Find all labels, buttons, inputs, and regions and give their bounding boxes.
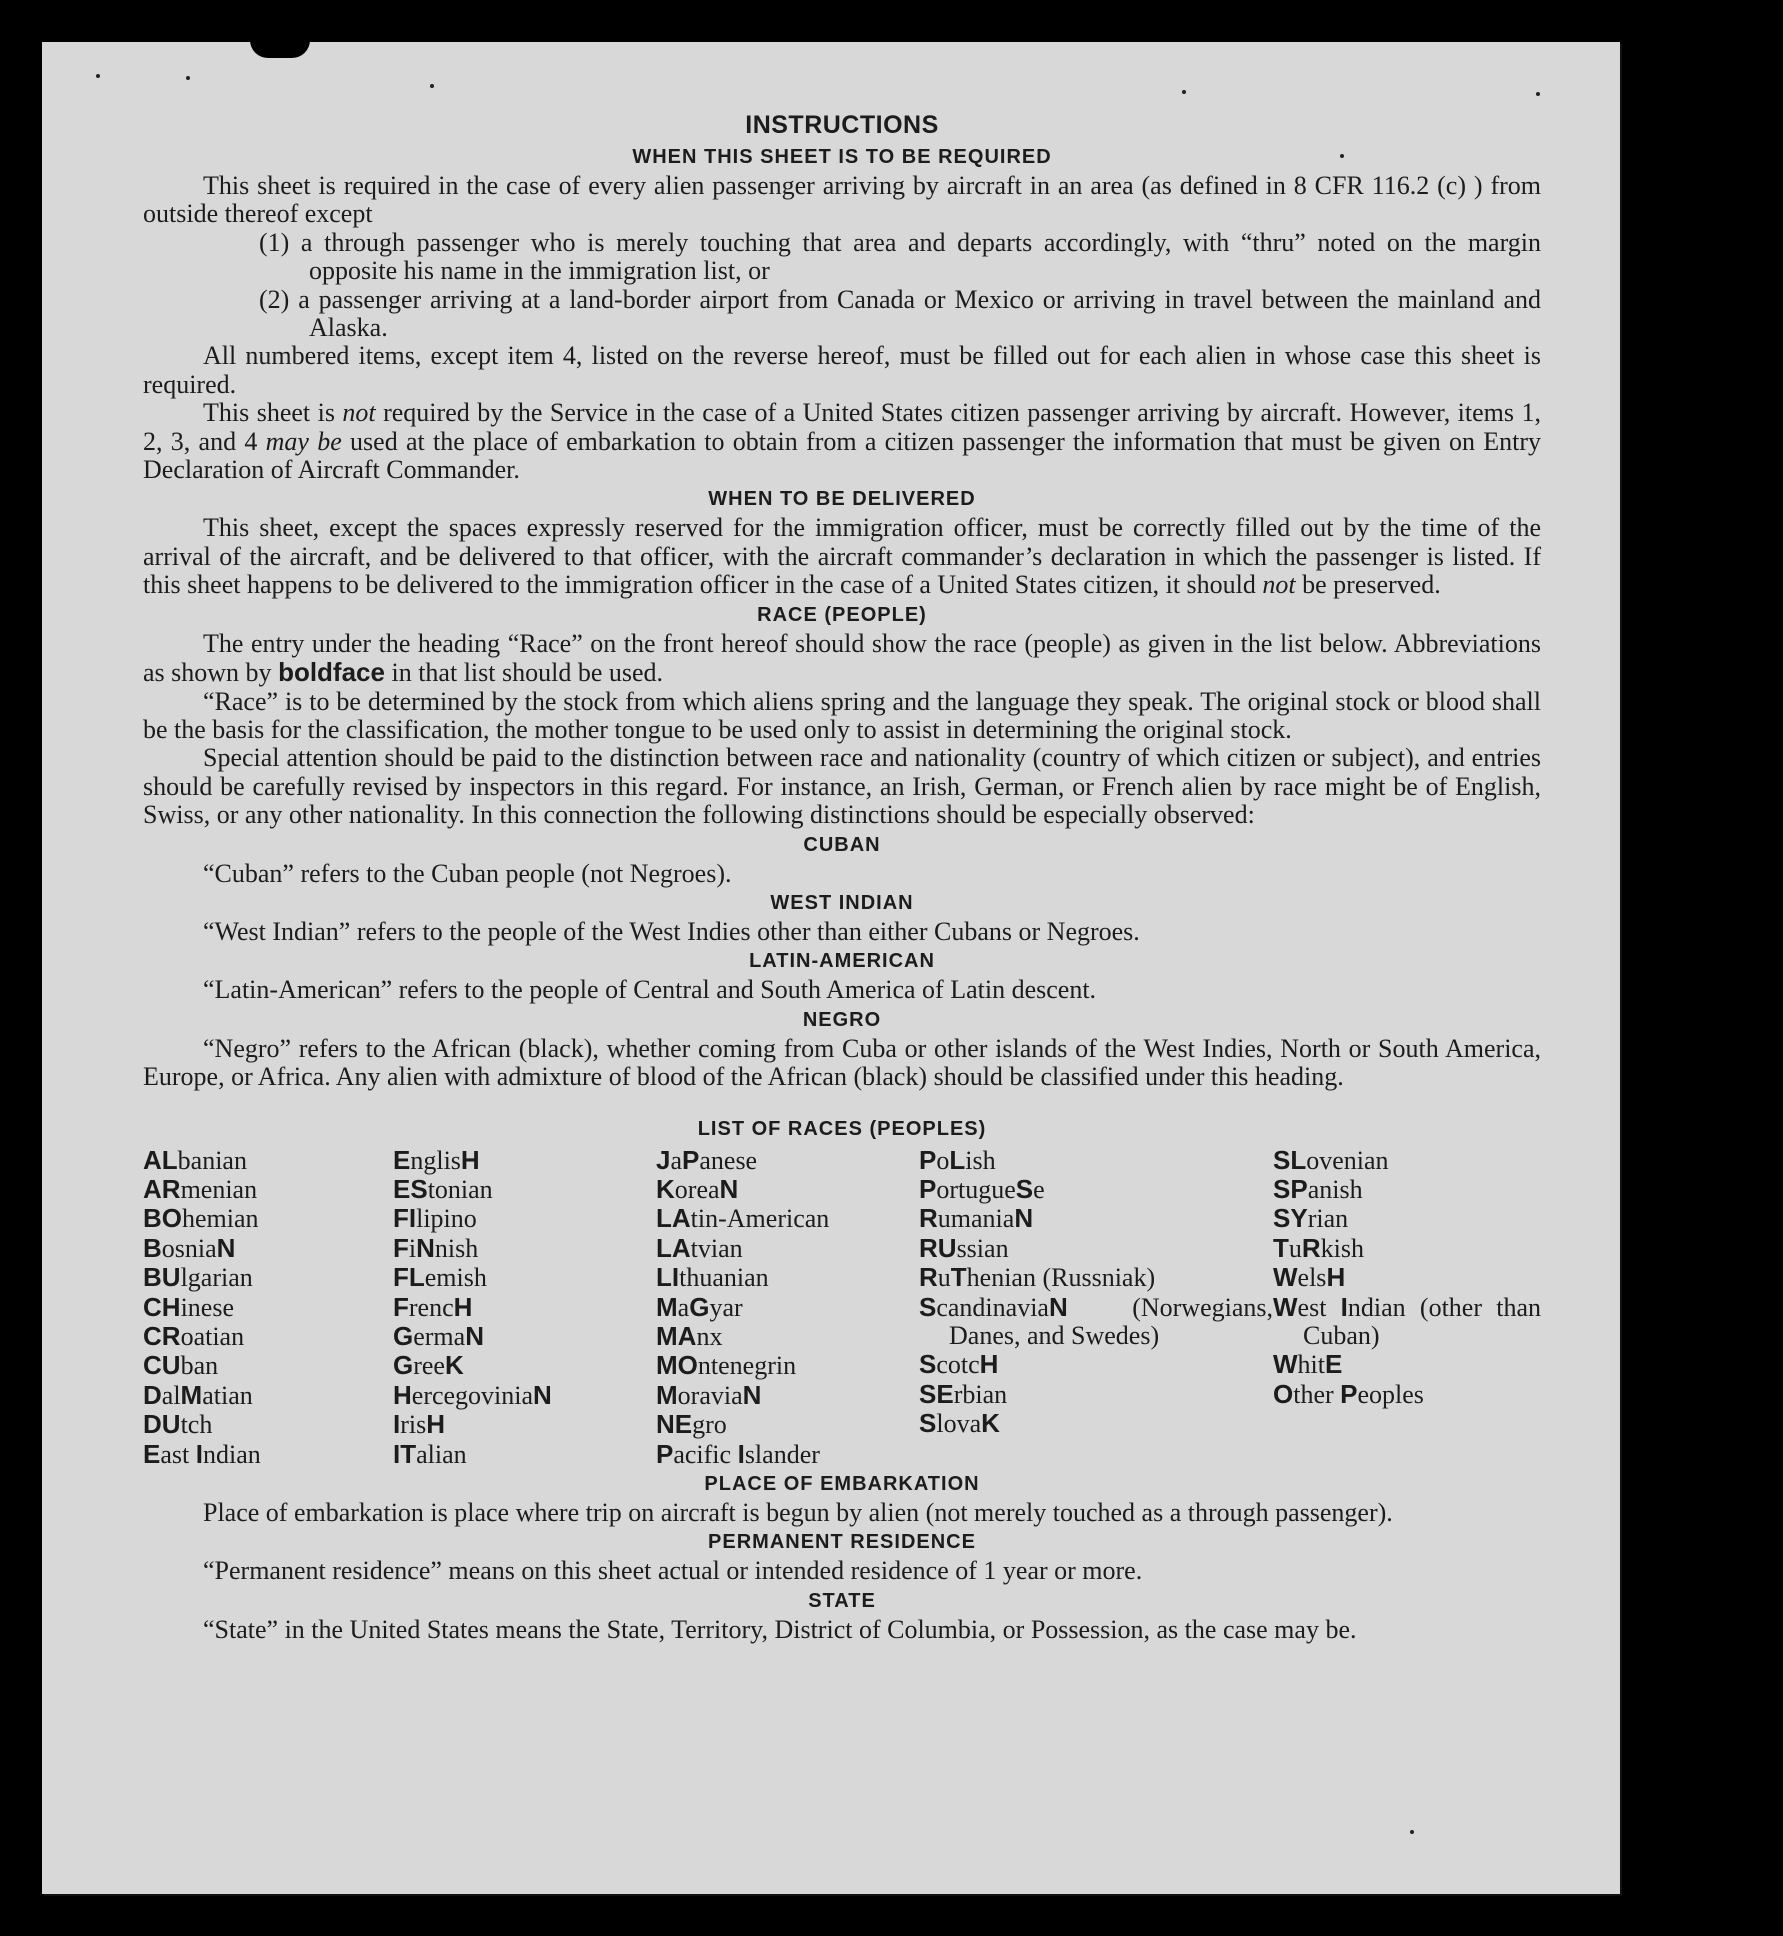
race-entry: LAtvian (656, 1232, 743, 1263)
heading-list-of-races: LIST OF RACES (PEOPLES) (697, 1117, 987, 1140)
paragraph-state: “State” in the United States means the State, Territory, District of Columbia, or Possession, as the case may be. (203, 1614, 1357, 1644)
scan-speck (186, 76, 190, 80)
race-entry: TuRkish (1273, 1232, 1365, 1263)
races-column (656, 1146, 919, 1469)
italic-run: not (1262, 570, 1296, 600)
race-entry: ScotcH (919, 1349, 999, 1380)
race-entry: BUlgarian (143, 1262, 253, 1293)
race-entry: BosniaN (143, 1232, 236, 1263)
heading-when-delivered: WHEN TO BE DELIVERED (708, 488, 976, 511)
text-run: The entry under the heading “Race” on the front hereof should show the race (people) as given in the list below. Abbreviations as shown by (143, 628, 1541, 688)
paragraph-cuban: “Cuban” refers to the Cuban people (not Negroes). (203, 858, 732, 888)
race-entry: NEgro (656, 1409, 727, 1440)
race-entry: CUban (143, 1350, 219, 1381)
races-column (143, 1146, 393, 1469)
race-entry: GreeK (393, 1350, 464, 1381)
race-entry: ScandinaviaN (Norwegians, Danes, and Swedes) (919, 1291, 1273, 1350)
races-column (919, 1146, 1273, 1469)
paragraph-citizen (143, 399, 1541, 484)
race-entry: RUssian (919, 1232, 1009, 1263)
race-entry: GermaN (393, 1321, 484, 1351)
paragraph-race-nationality: Special attention should be paid to the distinction between race and nationality (country of which citizen or subject), and entries should be carefully revised by inspectors in this regard. For instance, an Irish, German, or French alien by race might be of English, Swiss, or any other nationality. In this connection the following distinctions should be especially observed: (143, 743, 1541, 830)
race-entry: LAtin-American (656, 1203, 830, 1234)
race-entry: SPanish (1273, 1173, 1363, 1204)
paragraph-latin-american: “Latin-American” refers to the people of Central and South America of Latin descent. (203, 975, 1097, 1005)
paragraph-race-stock: “Race” is to be determined by the stock from which aliens spring and the language they speak. The original stock or blood shall be the basis for the classification, the mother tongue to be used only to assist in determining the original stock. (143, 686, 1541, 744)
text-run: be preserved. (1295, 570, 1441, 600)
race-entry: ARmenian (143, 1173, 258, 1204)
paragraph-negro: “Negro” refers to the African (black), whether coming from Cuba or other islands of the West Indies, North or South America, Europe, or Africa. Any alien with admixture of blood of the African (black) should be classified under this heading. (143, 1033, 1541, 1092)
paragraph-permanent-residence: “Permanent residence” means on this sheet actual or intended residence of 1 year or more. (203, 1556, 1143, 1586)
paragraph-race-entry (143, 630, 1541, 688)
race-entry: KoreaN (656, 1173, 739, 1204)
heading-negro: NEGRO (802, 1008, 882, 1031)
race-entry: EStonian (393, 1173, 493, 1204)
heading-cuban: CUBAN (803, 833, 881, 856)
race-entry: West Indian (other than Cuban) (1273, 1291, 1541, 1350)
paragraph-delivery (143, 514, 1541, 599)
heading-when-required: WHEN THIS SHEET IS TO BE REQUIRED (632, 146, 1052, 168)
italic-run: may be (265, 426, 342, 456)
race-entry: Other Peoples (1273, 1378, 1424, 1409)
race-entry: BOhemian (143, 1203, 259, 1234)
race-entry: MoraviaN (656, 1379, 762, 1410)
text-run: used at the place of embarkation to obtain from a citizen passenger the information that must be given on Entry Declaration of Aircraft Commander. (143, 426, 1542, 485)
scan-speck (96, 74, 100, 78)
torn-corner (250, 40, 310, 58)
exception-item-2: (2) a passenger arriving at a land-border airport from Canada or Mexico or arriving in travel between the mainland and Alaska. (259, 284, 1541, 343)
race-entry: DUtch (143, 1409, 213, 1440)
race-entry: FrencH (393, 1291, 473, 1322)
race-entry: JaPanese (656, 1144, 758, 1175)
page-title: INSTRUCTIONS (745, 111, 939, 139)
text-run: This sheet, except the spaces expressly reserved for the immigration officer, must be correctly filled out by the time of the arrival of the aircraft, and be delivered to that officer, with the aircraft commander’s declaration in which the passenger is listed. If this sheet happens to be delivered to the immigration officer in the case of a United States citizen, it should (143, 513, 1541, 600)
races-column (1273, 1146, 1541, 1469)
race-entry: FiNnish (393, 1232, 479, 1263)
race-entry: EnglisH (393, 1144, 480, 1175)
races-list (143, 1146, 1541, 1469)
scan-speck (430, 84, 434, 88)
races-column (393, 1146, 656, 1469)
race-entry: PortugueSe (919, 1173, 1045, 1204)
text-run: in that list should be used. (384, 658, 664, 688)
race-entry: SErbian (919, 1378, 1008, 1409)
race-entry: East Indian (143, 1438, 261, 1469)
race-entry: HercegoviniaN (393, 1379, 552, 1410)
race-entry: FLemish (393, 1262, 487, 1293)
scan-speck (1182, 90, 1186, 94)
text-run: required by the Service in the case of a United States citizen passenger arriving by aircraft. However, items 1, 2, 3, and 4 (143, 398, 1541, 456)
race-entry: SYrian (1273, 1203, 1349, 1234)
paragraph-required-intro: This sheet is required in the case of every alien passenger arriving by aircraft in an area (as defined in 8 CFR 116.2 (c) ) from outside thereof except (143, 171, 1541, 229)
race-entry: CRoatian (143, 1321, 245, 1351)
race-entry: RumaniaN (919, 1203, 1034, 1234)
race-entry: MaGyar (656, 1291, 743, 1322)
heading-place-of-embarkation: PLACE OF EMBARKATION (704, 1473, 980, 1496)
race-entry: ALbanian (143, 1144, 247, 1175)
heading-race: RACE (PEOPLE) (757, 603, 927, 626)
race-entry: SlovaK (919, 1408, 1000, 1439)
scan-speck (1410, 1830, 1414, 1834)
race-entry: CHinese (143, 1291, 234, 1322)
text-run: This sheet is (203, 398, 343, 428)
race-entry: IrisH (393, 1409, 446, 1440)
exception-item-1: (1) a through passenger who is merely touching that area and departs accordingly, with “thru” noted on the margin opposite his name in the immigration list, or (259, 227, 1541, 286)
race-entry: MOntenegrin (656, 1350, 797, 1381)
race-entry: LIthuanian (656, 1262, 769, 1293)
race-entry: PoLish (919, 1144, 996, 1175)
paragraph-west-indian: “West Indian” refers to the people of the West Indies other than either Cubans or Negroes. (203, 916, 1140, 946)
italic-run: not (342, 398, 376, 428)
race-entry: WelsH (1273, 1262, 1346, 1293)
paragraph-numbered-items: All numbered items, except item 4, listed on the reverse hereof, must be filled out for each alien in whose case this sheet is required. (143, 341, 1541, 399)
heading-state: STATE (808, 1589, 876, 1612)
race-entry: MAnx (656, 1321, 723, 1351)
race-entry: WhitE (1273, 1349, 1343, 1380)
instructions-content (143, 108, 1541, 1644)
bold-run: boldface (278, 657, 385, 688)
race-entry: ITalian (393, 1438, 467, 1469)
race-entry: RuThenian (Russniak) (919, 1262, 1156, 1293)
scan-speck (1536, 92, 1540, 96)
heading-latin-american: LATIN-AMERICAN (749, 950, 935, 973)
race-entry: SLovenian (1273, 1144, 1389, 1175)
race-entry: DalMatian (143, 1379, 253, 1410)
race-entry: Pacific Islander (656, 1438, 820, 1469)
race-entry: FIlipino (393, 1203, 477, 1234)
paragraph-place-of-embarkation: Place of embarkation is place where trip on aircraft is begun by alien (not merely touched as a through passenger). (203, 1498, 1393, 1528)
heading-west-indian: WEST INDIAN (770, 891, 914, 914)
heading-permanent-residence: PERMANENT RESIDENCE (708, 1531, 976, 1554)
